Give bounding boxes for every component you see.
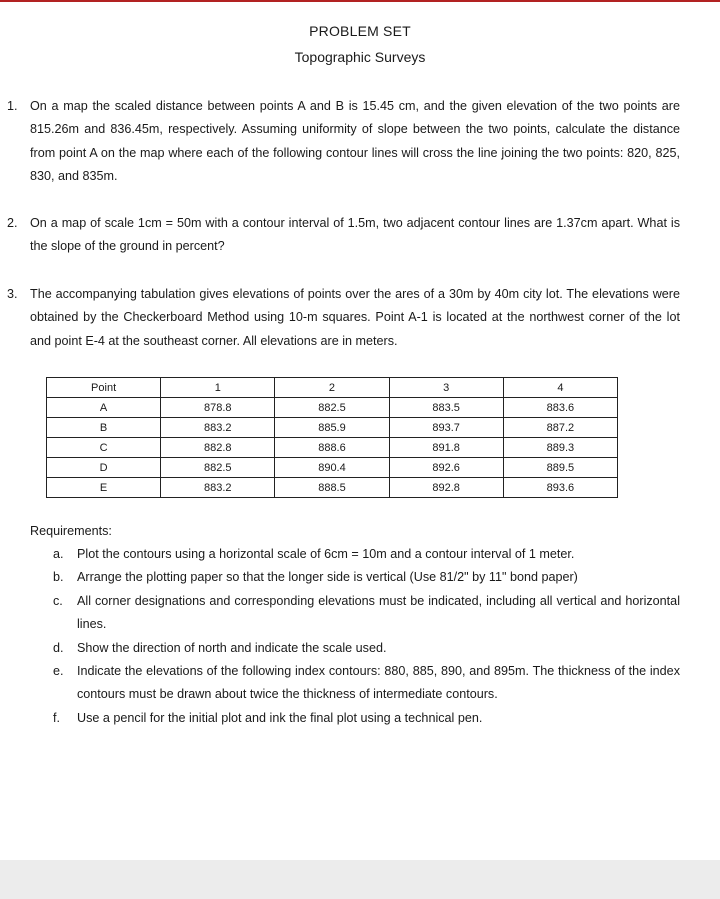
table-row xyxy=(47,478,618,498)
problem-text: The accompanying tabulation gives elevations of points over the ares of a 30m by 40m city lot. The elevations were obtained by the Checkerboard Method using 10-m squares. Point A-1 is located at the northwest corner of the lot and point E-4 at the southeast corner. All elevations are in meters. xyxy=(30,287,680,348)
table-cell: 882.5 xyxy=(275,398,389,418)
requirement-letter: a. xyxy=(53,547,64,561)
table-cell: 888.6 xyxy=(275,438,389,458)
table-header-cell: 2 xyxy=(275,378,389,398)
requirement-letter: d. xyxy=(53,640,64,655)
requirement-item-f xyxy=(53,707,680,730)
footer-band xyxy=(0,860,720,899)
table-cell: 883.2 xyxy=(161,418,275,438)
problem-text: On a map of scale 1cm = 50m with a contour interval of 1.5m, two adjacent contour lines are 1.37cm apart. What is the slope of the ground in percent? xyxy=(30,216,680,254)
requirement-letter: f. xyxy=(53,710,60,725)
requirement-text: Arrange the plotting paper so that the longer side is vertical (Use 81/2" by 11" bond paper) xyxy=(77,570,578,585)
table-cell: 892.6 xyxy=(389,458,503,478)
requirement-text: Indicate the elevations of the following index contours: 880, 885, 890, and 895m. The thickness of the index contours must be drawn about twice the thickness of intermediate contours. xyxy=(77,664,680,702)
requirement-text: Show the direction of north and indicate the scale used. xyxy=(77,640,387,655)
table-cell: 883.6 xyxy=(503,398,617,418)
table-cell: A xyxy=(47,398,161,418)
requirement-item-e xyxy=(53,660,680,707)
requirement-text: All corner designations and corresponding elevations must be indicated, including all vertical and horizontal lines. xyxy=(77,593,680,632)
table-cell: 891.8 xyxy=(389,438,503,458)
table-row xyxy=(47,398,618,418)
table-cell: 888.5 xyxy=(275,478,389,498)
requirement-letter: b. xyxy=(53,570,64,585)
table-cell: 887.2 xyxy=(503,418,617,438)
requirement-letter: e. xyxy=(53,664,64,679)
problem-number: 3. xyxy=(7,287,18,301)
requirement-text: Use a pencil for the initial plot and ink the final plot using a technical pen. xyxy=(77,710,483,725)
top-accent-rule xyxy=(0,0,720,2)
table-cell: C xyxy=(47,438,161,458)
problem-3 xyxy=(7,283,680,353)
page-title: PROBLEM SET xyxy=(309,23,411,39)
table-row xyxy=(47,458,618,478)
page-subtitle: Topographic Surveys xyxy=(294,49,426,65)
requirement-text: Plot the contours using a horizontal scale of 6cm = 10m and a contour interval of 1 meter. xyxy=(77,547,575,561)
problem-number: 1. xyxy=(7,99,18,113)
table-row xyxy=(47,418,618,438)
table-cell: B xyxy=(47,418,161,438)
table-cell: 883.2 xyxy=(161,478,275,498)
requirement-item-a xyxy=(53,543,680,566)
table-header-cell: 4 xyxy=(503,378,617,398)
table-header-cell: 1 xyxy=(161,378,275,398)
elevation-table xyxy=(46,377,618,498)
table-cell: 890.4 xyxy=(275,458,389,478)
table-row xyxy=(47,438,618,458)
problem-2 xyxy=(7,212,680,259)
requirement-item-d xyxy=(53,637,680,660)
table-cell: 893.6 xyxy=(503,478,617,498)
table-header-row xyxy=(47,378,618,398)
requirements-heading: Requirements: xyxy=(30,524,112,538)
requirement-item-b xyxy=(53,566,680,589)
problem-1 xyxy=(7,95,680,189)
table-cell: 882.8 xyxy=(161,438,275,458)
table-cell: D xyxy=(47,458,161,478)
table-cell: 878.8 xyxy=(161,398,275,418)
table-cell: 883.5 xyxy=(389,398,503,418)
requirement-item-c xyxy=(53,590,680,637)
problem-text: On a map the scaled distance between points A and B is 15.45 cm, and the given elevation of the two points are 815.26m and 836.45m, respectively. Assuming uniformity of slope between the two points, calculate the distance from point A on the map where each of the following contour lines will cross the line joining the two points: 820, 825, 830, and 835m. xyxy=(30,99,680,184)
table-cell: 893.7 xyxy=(389,418,503,438)
requirements-list xyxy=(53,543,680,730)
requirement-letter: c. xyxy=(53,593,63,608)
table-cell: 889.3 xyxy=(503,438,617,458)
table-cell: 892.8 xyxy=(389,478,503,498)
table-cell: 882.5 xyxy=(161,458,275,478)
table-cell: E xyxy=(47,478,161,498)
table-cell: 885.9 xyxy=(275,418,389,438)
table-header-cell: Point xyxy=(47,378,161,398)
table-cell: 889.5 xyxy=(503,458,617,478)
table-header-cell: 3 xyxy=(389,378,503,398)
problem-number: 2. xyxy=(7,216,18,230)
